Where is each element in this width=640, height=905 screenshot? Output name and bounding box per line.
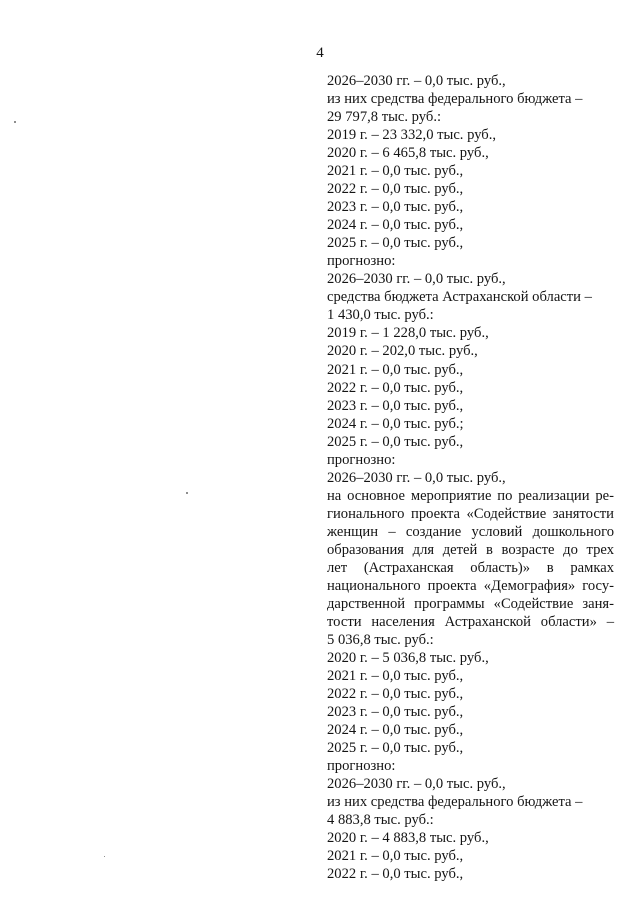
text-line: 2026–2030 гг. – 0,0 тыс. руб., xyxy=(327,469,506,486)
text-line: 1 430,0 тыс. руб.: xyxy=(327,307,434,324)
text-line: 2025 г. – 0,0 тыс. руб., xyxy=(327,433,464,450)
text-line: на основное мероприятие по реализации ре- xyxy=(327,487,614,504)
text-line: средства бюджета Астраханской области – xyxy=(327,289,592,306)
text-line: 4 883,8 тыс. руб.: xyxy=(327,812,434,829)
text-line: дарственной программы «Содействие заня- xyxy=(327,595,614,612)
text-line: 2020 г. – 6 465,8 тыс. руб., xyxy=(327,145,489,162)
text-line: 2021 г. – 0,0 тыс. руб., xyxy=(327,848,464,865)
text-line: 2023 г. – 0,0 тыс. руб., xyxy=(327,199,464,216)
text-line: 5 036,8 тыс. руб.: xyxy=(327,631,434,648)
text-line: 2025 г. – 0,0 тыс. руб., xyxy=(327,740,464,757)
text-line: 29 797,8 тыс. руб.: xyxy=(327,109,442,126)
text-line: женщин – создание условий дошкольного xyxy=(327,523,614,540)
text-line: тости населения Астраханской области» – xyxy=(327,613,614,630)
text-line: 2024 г. – 0,0 тыс. руб.; xyxy=(327,415,464,432)
text-line: 2021 г. – 0,0 тыс. руб., xyxy=(327,668,464,685)
text-line: 2022 г. – 0,0 тыс. руб., xyxy=(327,686,464,703)
text-line: 2024 г. – 0,0 тыс. руб., xyxy=(327,722,464,739)
text-line: образования для детей в возрасте до трех xyxy=(327,541,614,558)
text-line: прогнозно: xyxy=(327,253,396,270)
text-line: из них средства федерального бюджета – xyxy=(327,794,583,811)
text-line: национального проекта «Демография» госу- xyxy=(327,577,614,594)
text-line: прогнозно: xyxy=(327,451,396,468)
text-line: 2022 г. – 0,0 тыс. руб., xyxy=(327,379,464,396)
page-number: 4 xyxy=(316,45,324,61)
text-line: 2023 г. – 0,0 тыс. руб., xyxy=(327,704,464,721)
text-line: 2020 г. – 202,0 тыс. руб., xyxy=(327,343,478,360)
scan-speck xyxy=(14,121,16,123)
scan-speck xyxy=(104,856,105,857)
text-line: 2020 г. – 4 883,8 тыс. руб., xyxy=(327,830,489,847)
text-line: 2024 г. – 0,0 тыс. руб., xyxy=(327,217,464,234)
text-line: 2022 г. – 0,0 тыс. руб., xyxy=(327,866,464,883)
text-line: гионального проекта «Содействие занятости xyxy=(327,505,614,522)
text-line: лет (Астраханская область)» в рамках xyxy=(327,559,614,576)
text-line: 2021 г. – 0,0 тыс. руб., xyxy=(327,163,464,180)
document-body xyxy=(327,72,614,883)
text-line: 2026–2030 гг. – 0,0 тыс. руб., xyxy=(327,776,506,793)
text-line: из них средства федерального бюджета – xyxy=(327,91,583,108)
text-line: 2019 г. – 23 332,0 тыс. руб., xyxy=(327,127,497,144)
text-line: 2026–2030 гг. – 0,0 тыс. руб., xyxy=(327,73,506,89)
text-line: 2019 г. – 1 228,0 тыс. руб., xyxy=(327,325,489,342)
text-line: 2025 г. – 0,0 тыс. руб., xyxy=(327,235,464,252)
text-line: 2026–2030 гг. – 0,0 тыс. руб., xyxy=(327,271,506,288)
text-line: 2020 г. – 5 036,8 тыс. руб., xyxy=(327,650,489,666)
text-line: 2023 г. – 0,0 тыс. руб., xyxy=(327,397,464,414)
text-line: прогнозно: xyxy=(327,758,396,775)
text-line: 2021 г. – 0,0 тыс. руб., xyxy=(327,361,464,378)
scan-speck xyxy=(186,492,188,494)
text-line: 2022 г. – 0,0 тыс. руб., xyxy=(327,181,464,198)
